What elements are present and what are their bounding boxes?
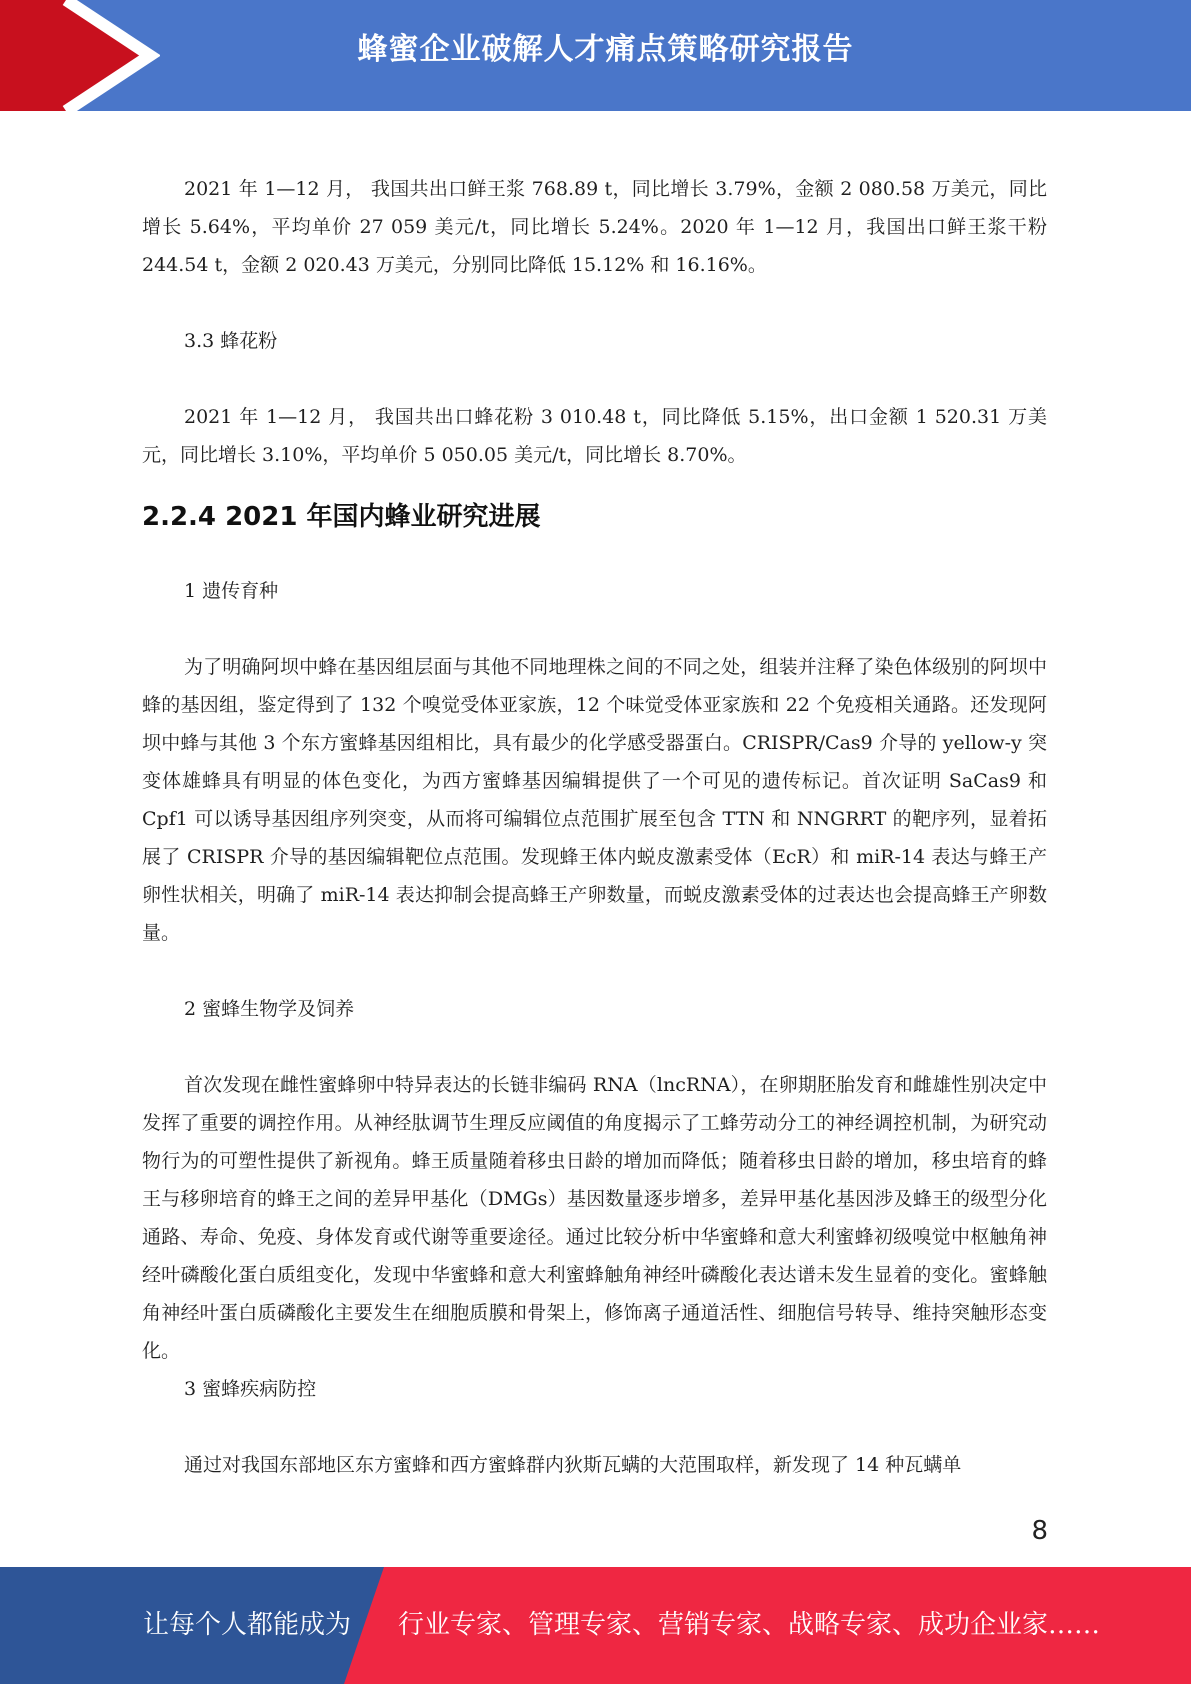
footer-slogan-left: 让每个人都能成为 xyxy=(143,1610,352,1640)
section-heading-bee-pollen: 3.3 蜂花粉 xyxy=(184,330,278,352)
report-title: 蜂蜜企业破解人才痛点策略研究报告 xyxy=(357,32,854,67)
page-header xyxy=(0,0,1191,111)
page-footer xyxy=(0,1567,1191,1684)
document-body xyxy=(142,170,1047,1484)
subsection-heading-disease-control: 3 蜜蜂疾病防控 xyxy=(184,1378,317,1400)
subsection-heading-biology: 2 蜜蜂生物学及饲养 xyxy=(184,998,355,1020)
paragraph-genetics: 为了明确阿坝中蜂在基因组层面与其他不同地理株之间的不同之处，组装并注释了染色体级别的阿坝中蜂的基因组，鉴定得到了 132 个嗅觉受体亚家族，12 个味觉受体亚家族和 22 个免疫相关通路。还发现阿坝中蜂与其他 3 个东方蜜蜂基因组相比，具有最少的化学感受器蛋白。CRISPR/Cas9 介导的 yellow-y 突变体雄蜂具有明显的体色变化，为西方蜜蜂基因编辑提供了一个可见的遗传标记。首次证明 SaCas9 和 Cpf1 可以诱导基因组序列突变，从而将可编辑位点范围扩展至包含 TTN 和 NNGRRT 的靶序列，显着拓展了 CRISPR 介导的基因编辑靶位点范围。发现蜂王体内蜕皮激素受体（EcR）和 miR-14 表达与蜂王产卵性状相关，明确了 miR-14 表达抑制会提高蜂王产卵数量，而蜕皮激素受体的过表达也会提高蜂王产卵数量。 xyxy=(142,656,1047,944)
paragraph-bee-pollen-export: 2021 年 1—12 月， 我国共出口蜂花粉 3 010.48 t，同比降低 5.15%，出口金额 1 520.31 万美元，同比增长 3.10%，平均单价 5 050.05 美元/t，同比增长 8.70%。 xyxy=(142,406,1047,466)
paragraph-disease-control: 通过对我国东部地区东方蜜蜂和西方蜜蜂群内狄斯瓦螨的大范围取样，新发现了 14 种瓦螨单 xyxy=(184,1454,962,1476)
paragraph-biology: 首次发现在雌性蜜蜂卵中特异表达的长链非编码 RNA（lncRNA），在卵期胚胎发育和雌雄性别决定中发挥了重要的调控作用。从神经肽调节生理反应阈值的角度揭示了工蜂劳动分工的神经调控机制，为研究动物行为的可塑性提供了新视角。蜂王质量随着移虫日龄的增加而降低；随着移虫日龄的增加，移虫培育的蜂王与移卵培育的蜂王之间的差异甲基化（DMGs）基因数量逐步增多，差异甲基化基因涉及蜂王的级型分化通路、寿命、免疫、身体发育或代谢等重要途径。通过比较分析中华蜜蜂和意大利蜜蜂初级嗅觉中枢触角神经叶磷酸化蛋白质组变化，发现中华蜜蜂和意大利蜜蜂触角神经叶磷酸化表达谱未发生显着的变化。蜜蜂触角神经叶蛋白质磷酸化主要发生在细胞质膜和骨架上，修饰离子通道活性、细胞信号转导、维持突触形态变化。 xyxy=(142,1074,1047,1362)
page-number: 8 xyxy=(1031,1516,1048,1546)
section-title-research-progress: 2.2.4 2021 年国内蜂业研究进展 xyxy=(142,502,541,532)
footer-slogan-right: 行业专家、管理专家、营销专家、战略专家、成功企业家…… xyxy=(398,1610,1101,1640)
paragraph-royal-jelly-export: 2021 年 1—12 月， 我国共出口鲜王浆 768.89 t，同比增长 3.79%，金额 2 080.58 万美元，同比增长 5.64%，平均单价 27 059 美元/t，同比增长 5.24%。2020 年 1—12 月，我国出口鲜王浆干粉 244.54 t，金额 2 020.43 万美元，分别同比降低 15.12% 和 16.16%。 xyxy=(142,178,1047,276)
subsection-heading-genetics: 1 遗传育种 xyxy=(184,580,279,602)
